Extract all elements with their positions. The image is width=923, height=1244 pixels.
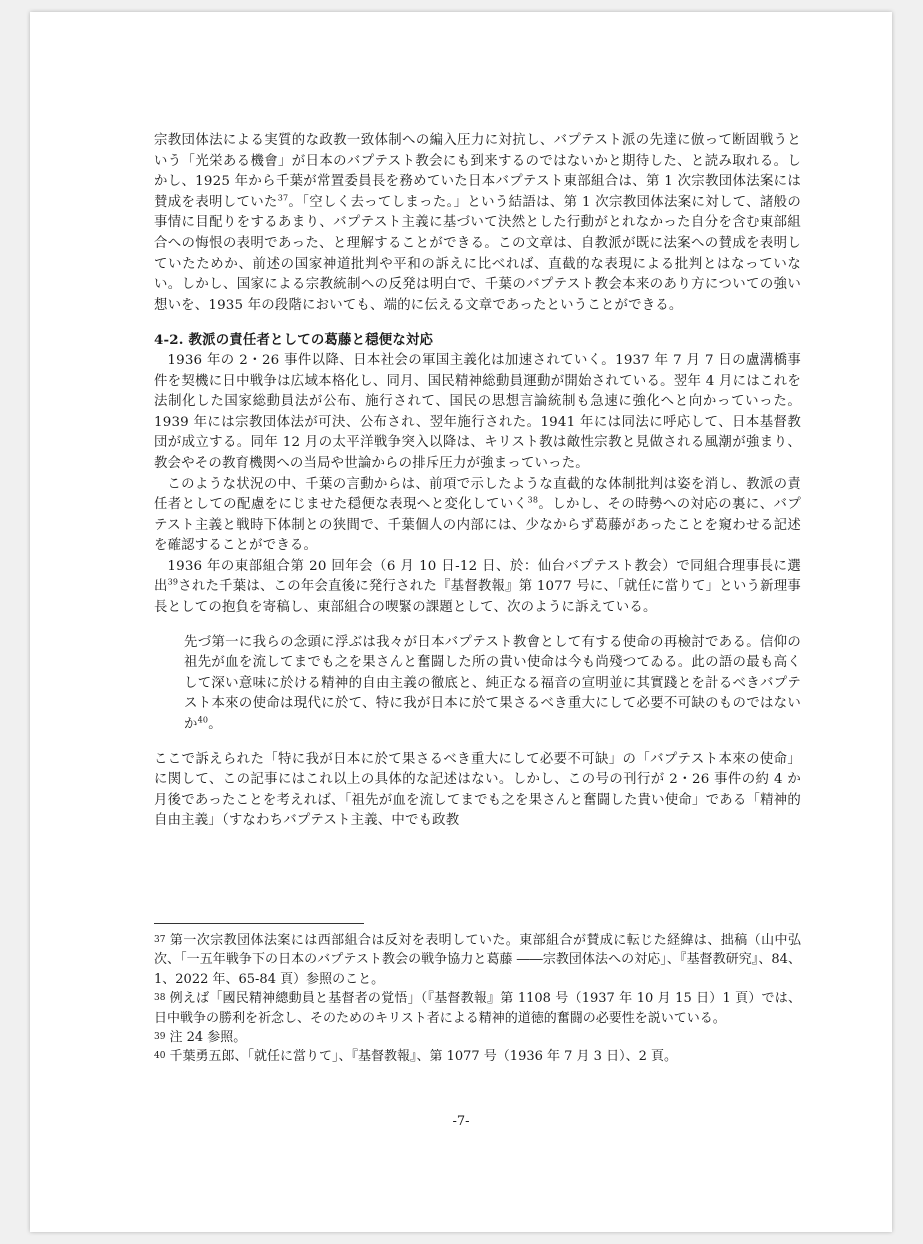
- footnote-ref: 37: [277, 193, 289, 203]
- quote-text: 先づ第一に我らの念頭に浮ぶは我々が日本バプテスト教會として有する使命の再檢討である。信仰の祖先が血を流してまでも之を果さんと奮闘した所の貴い使命は今も尚殘つてゐる。此の語の最も高くして深い意味に於ける精神的自由主義の徹底と、純正なる福音の宣明並に其實踐とを計るべきバプテスト本來の使命は現代に於て、特に我が日本に於て果さるべき重大にして必要不可缺のものではないか: [184, 634, 801, 733]
- paragraph-text: 宗教団体法による実質的な政教一致体制への編入圧力に対抗し、バプテスト派の先達に倣って断固戦うという「光栄ある機會」が日本のバプテスト教会にも到来するのではないかと期待した、と読み取れる。しかし、1925 年から千葉が常置委員長を務めていた日本バプテスト東部組合は、第 1 次宗教団体法案には賛成を表明していた: [154, 133, 801, 210]
- footnotes: [154, 931, 801, 1067]
- paragraph-text: 。「空しく去ってしまった。」という結語は、第 1 次宗教団体法案に対して、諸般の事情に目配りをするあまり、バプテスト主義に基づいて決然とした行動がとれなかった自分を含む東部組合への悔恨の表明であった、と理解することができる。この文章は、自教派が既に法案への賛成を表明していたためか、前述の国家神道批判や平和の訴えに比べれば、直截的な表現による批判とはなっていない。しかし、国家による宗教統制への反発は明白で、千葉のバプテスト教会本来のあり方についての強い想いを、1935 年の段階においても、端的に伝える文章であったということができる。: [154, 194, 801, 313]
- paragraph-text: された千葉は、この年会直後に発行された『基督教報』第 1077 号に、「就任に當りて」という新理事長としての抱負を寄稿し、東部組合の喫緊の課題として、次のように訴えている。: [154, 579, 801, 616]
- footnote-ref: 39: [167, 578, 179, 587]
- footnote-ref: 38: [527, 495, 539, 505]
- footnote-text: 例えば「國民精神總動員と基督者の覚悟」（『基督教報』第 1108 号（1937 年 10 月 15 日）1 頁）では、日中戦争の勝利を祈念し、そのためのキリスト者による精神的道徳的奮闘の必要性を説いている。: [154, 991, 801, 1026]
- footnote-divider: [154, 923, 364, 924]
- footnote-number: 40: [154, 1051, 166, 1062]
- footnote: [154, 1028, 801, 1047]
- paragraph: 1936 年の 2・26 事件以降、日本社会の軍国主義化は加速されていく。1937 年 7 月 7 日の盧溝橋事件を契機に日中戦争は広域本格化し、同月、国民精神総動員運動が開始されている。翌年 4 月にはこれを法制化した国家総動員法が公布、施行されて、国民の思想言論統制も急速に強化へと向かっていった。1939 年には宗教団体法が可決、公布され、翌年施行された。1941 年には同法に呼応して、日本基督教団が成立する。同年 12 月の太平洋戦争突入以降は、キリスト教は敵性宗教と見做される風潮が強まり、教会やその教育機関への当局や世論からの排斥圧力が強まっていった。: [154, 352, 801, 471]
- body-text: [154, 131, 801, 832]
- paragraph: [154, 557, 801, 619]
- paragraph: ここで訴えられた「特に我が日本に於て果さるべき重大にして必要不可缺」の「バプテスト本來の使命」に関して、この記事にはこれ以上の具体的な記述はない。しかし、この号の刊行が 2・26 事件の約 4 か月後であったことを考えれば、「祖先が血を流してまでも之を果さんと奮闘した貴い使命」である「精神的自由主義」（すなわちバプテスト主義、中でも政教: [154, 751, 801, 829]
- footnote: [154, 989, 801, 1028]
- footnote: [154, 931, 801, 989]
- footnote-text: 千葉勇五郎、「就任に當りて」、『基督教報』、第 1077 号（1936 年 7 月 3 日）、2 頁。: [169, 1049, 677, 1065]
- footnote-ref: 40: [197, 715, 209, 725]
- quote-text: 。: [208, 717, 222, 733]
- footnote-text: 第一次宗教団体法案には西部組合は反対を表明していた。東部組合が賛成に転じた経緯は、拙稿（山中弘次、「一五年戦争下の日本のバプテスト教会の戦争協力と葛藤 ――宗教団体法への対応」、『基督教研究』、84、1、2022 年、65-84 頁）参照のこと。: [154, 933, 801, 987]
- footnote-number: 39: [154, 1032, 166, 1043]
- paragraph-text: 。しかし、その時勢への対応の裏に、バプテスト主義と戦時下体制との狭間で、千葉個人の内部には、少なからず葛藤があったことを窺わせる記述を確認することができる。: [154, 497, 801, 554]
- footnote-number: 38: [154, 993, 166, 1004]
- paragraph-text: 1936 年の東部組合第 20 回年会（6 月 10 日-12 日、於：仙台バプテスト教会）で同組合理事長に選出: [154, 558, 801, 595]
- paragraph-text: このような状況の中、千葉の言動からは、前項で示したような直截的な体制批判は姿を消し、教派の責任者としての配慮をにじませた穏便な表現へと変化していく: [154, 476, 801, 513]
- paragraph: [154, 475, 801, 557]
- footnote-text: 注 24 参照。: [169, 1030, 247, 1046]
- page-number: -7-: [452, 1114, 470, 1129]
- block-quote: [184, 633, 801, 736]
- footnote-number: 37: [154, 935, 166, 945]
- footnote: [154, 1047, 801, 1066]
- paragraph: [154, 131, 801, 316]
- section-heading: 4-2. 教派の責任者としての葛藤と穏便な対応: [154, 332, 434, 349]
- document-page: [30, 12, 892, 1232]
